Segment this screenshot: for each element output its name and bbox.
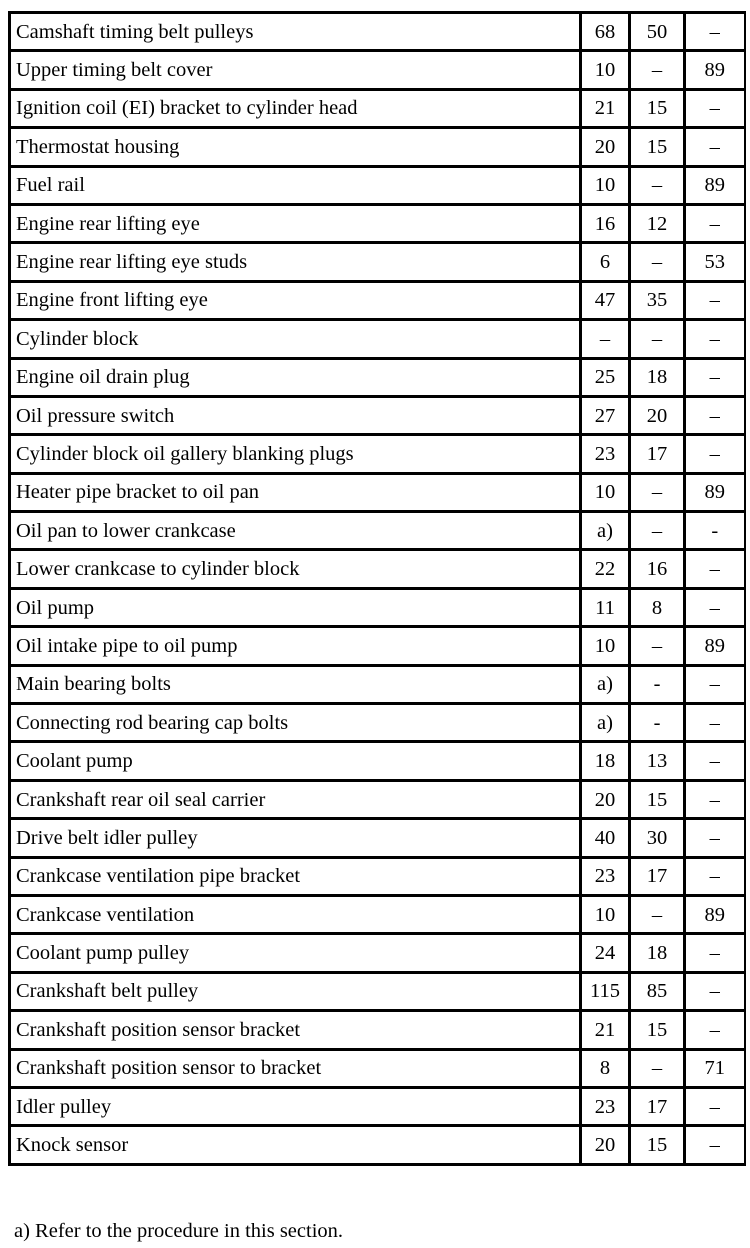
torque-lbin-cell: – bbox=[685, 358, 745, 396]
component-name-cell: Oil pressure switch bbox=[10, 396, 581, 434]
torque-nm-cell: 21 bbox=[581, 89, 630, 127]
torque-lbin-cell: 89 bbox=[685, 51, 745, 89]
table-row bbox=[10, 934, 745, 972]
torque-nm-cell: a) bbox=[581, 665, 630, 703]
torque-nm-cell: – bbox=[581, 320, 630, 358]
table-row bbox=[10, 512, 745, 550]
torque-lbin-cell: – bbox=[685, 857, 745, 895]
torque-lbft-cell: 35 bbox=[630, 281, 685, 319]
table-row bbox=[10, 166, 745, 204]
component-name-cell: Crankshaft position sensor bracket bbox=[10, 1011, 581, 1049]
table-row bbox=[10, 51, 745, 89]
torque-lbin-cell: – bbox=[685, 281, 745, 319]
torque-lbin-cell: – bbox=[685, 320, 745, 358]
component-name-cell: Crankcase ventilation bbox=[10, 895, 581, 933]
torque-lbin-cell: – bbox=[685, 1011, 745, 1049]
torque-lbft-cell: - bbox=[630, 665, 685, 703]
torque-lbin-cell: 89 bbox=[685, 166, 745, 204]
component-name-cell: Cylinder block bbox=[10, 320, 581, 358]
table-body bbox=[10, 13, 745, 1165]
table-row bbox=[10, 281, 745, 319]
torque-lbft-cell: 15 bbox=[630, 1126, 685, 1164]
torque-lbin-cell: – bbox=[685, 588, 745, 626]
table-row bbox=[10, 204, 745, 242]
component-name-cell: Crankcase ventilation pipe bracket bbox=[10, 857, 581, 895]
torque-lbft-cell: 15 bbox=[630, 89, 685, 127]
component-name-cell: Engine rear lifting eye studs bbox=[10, 243, 581, 281]
table-row bbox=[10, 89, 745, 127]
table-row bbox=[10, 1049, 745, 1087]
table-row bbox=[10, 895, 745, 933]
torque-lbin-cell: – bbox=[685, 396, 745, 434]
torque-nm-cell: 10 bbox=[581, 627, 630, 665]
table-row bbox=[10, 972, 745, 1010]
table-row bbox=[10, 396, 745, 434]
torque-lbin-cell: – bbox=[685, 128, 745, 166]
torque-lbft-cell: 18 bbox=[630, 358, 685, 396]
torque-specification-table bbox=[8, 11, 746, 1166]
table-row bbox=[10, 1011, 745, 1049]
component-name-cell: Fuel rail bbox=[10, 166, 581, 204]
torque-lbft-cell: – bbox=[630, 1049, 685, 1087]
torque-nm-cell: 11 bbox=[581, 588, 630, 626]
table-row bbox=[10, 857, 745, 895]
torque-nm-cell: a) bbox=[581, 512, 630, 550]
torque-lbft-cell: 15 bbox=[630, 1011, 685, 1049]
component-name-cell: Crankshaft belt pulley bbox=[10, 972, 581, 1010]
table-row bbox=[10, 742, 745, 780]
torque-lbin-cell: – bbox=[685, 819, 745, 857]
torque-lbin-cell: – bbox=[685, 1126, 745, 1164]
torque-nm-cell: 10 bbox=[581, 166, 630, 204]
torque-nm-cell: 23 bbox=[581, 1087, 630, 1125]
torque-nm-cell: 16 bbox=[581, 204, 630, 242]
component-name-cell: Engine rear lifting eye bbox=[10, 204, 581, 242]
torque-lbin-cell: – bbox=[685, 550, 745, 588]
torque-lbin-cell: – bbox=[685, 934, 745, 972]
component-name-cell: Coolant pump bbox=[10, 742, 581, 780]
torque-nm-cell: 20 bbox=[581, 128, 630, 166]
table-row bbox=[10, 704, 745, 742]
component-name-cell: Coolant pump pulley bbox=[10, 934, 581, 972]
torque-lbin-cell: 71 bbox=[685, 1049, 745, 1087]
table-row bbox=[10, 13, 745, 51]
torque-nm-cell: 25 bbox=[581, 358, 630, 396]
torque-lbft-cell: 17 bbox=[630, 857, 685, 895]
torque-lbin-cell: – bbox=[685, 89, 745, 127]
torque-nm-cell: a) bbox=[581, 704, 630, 742]
table-row bbox=[10, 780, 745, 818]
torque-nm-cell: 68 bbox=[581, 13, 630, 51]
torque-lbft-cell: 15 bbox=[630, 780, 685, 818]
component-name-cell: Heater pipe bracket to oil pan bbox=[10, 473, 581, 511]
component-name-cell: Connecting rod bearing cap bolts bbox=[10, 704, 581, 742]
torque-nm-cell: 23 bbox=[581, 435, 630, 473]
table-row bbox=[10, 1087, 745, 1125]
torque-lbft-cell: 20 bbox=[630, 396, 685, 434]
component-name-cell: Engine oil drain plug bbox=[10, 358, 581, 396]
torque-nm-cell: 10 bbox=[581, 51, 630, 89]
torque-nm-cell: 6 bbox=[581, 243, 630, 281]
torque-lbft-cell: 8 bbox=[630, 588, 685, 626]
component-name-cell: Idler pulley bbox=[10, 1087, 581, 1125]
torque-lbin-cell: – bbox=[685, 704, 745, 742]
torque-nm-cell: 115 bbox=[581, 972, 630, 1010]
table-row bbox=[10, 665, 745, 703]
torque-nm-cell: 20 bbox=[581, 780, 630, 818]
torque-lbft-cell: – bbox=[630, 895, 685, 933]
component-name-cell: Knock sensor bbox=[10, 1126, 581, 1164]
torque-nm-cell: 40 bbox=[581, 819, 630, 857]
torque-lbft-cell: - bbox=[630, 704, 685, 742]
torque-lbft-cell: 85 bbox=[630, 972, 685, 1010]
torque-lbin-cell: – bbox=[685, 1087, 745, 1125]
component-name-cell: Cylinder block oil gallery blanking plugs bbox=[10, 435, 581, 473]
torque-nm-cell: 10 bbox=[581, 895, 630, 933]
torque-lbin-cell: – bbox=[685, 204, 745, 242]
component-name-cell: Oil intake pipe to oil pump bbox=[10, 627, 581, 665]
torque-nm-cell: 23 bbox=[581, 857, 630, 895]
torque-lbin-cell: - bbox=[685, 512, 745, 550]
component-name-cell: Crankshaft rear oil seal carrier bbox=[10, 780, 581, 818]
component-name-cell: Crankshaft position sensor to bracket bbox=[10, 1049, 581, 1087]
torque-lbft-cell: 12 bbox=[630, 204, 685, 242]
torque-lbin-cell: 53 bbox=[685, 243, 745, 281]
component-name-cell: Lower crankcase to cylinder block bbox=[10, 550, 581, 588]
torque-lbft-cell: 17 bbox=[630, 435, 685, 473]
table-row bbox=[10, 588, 745, 626]
torque-lbin-cell: 89 bbox=[685, 895, 745, 933]
table-row bbox=[10, 473, 745, 511]
table-row bbox=[10, 627, 745, 665]
torque-lbft-cell: – bbox=[630, 243, 685, 281]
table-row bbox=[10, 819, 745, 857]
torque-lbin-cell: – bbox=[685, 435, 745, 473]
torque-lbft-cell: 13 bbox=[630, 742, 685, 780]
table-row bbox=[10, 243, 745, 281]
torque-lbin-cell: – bbox=[685, 780, 745, 818]
component-name-cell: Thermostat housing bbox=[10, 128, 581, 166]
torque-lbft-cell: – bbox=[630, 320, 685, 358]
table-row bbox=[10, 435, 745, 473]
torque-lbin-cell: – bbox=[685, 665, 745, 703]
torque-lbft-cell: – bbox=[630, 512, 685, 550]
table-row bbox=[10, 320, 745, 358]
torque-nm-cell: 18 bbox=[581, 742, 630, 780]
table-row bbox=[10, 550, 745, 588]
torque-nm-cell: 8 bbox=[581, 1049, 630, 1087]
component-name-cell: Drive belt idler pulley bbox=[10, 819, 581, 857]
torque-nm-cell: 20 bbox=[581, 1126, 630, 1164]
component-name-cell: Oil pan to lower crankcase bbox=[10, 512, 581, 550]
torque-lbft-cell: 18 bbox=[630, 934, 685, 972]
torque-lbin-cell: 89 bbox=[685, 627, 745, 665]
torque-lbft-cell: – bbox=[630, 166, 685, 204]
component-name-cell: Oil pump bbox=[10, 588, 581, 626]
torque-lbin-cell: – bbox=[685, 742, 745, 780]
torque-lbft-cell: – bbox=[630, 627, 685, 665]
table-row bbox=[10, 358, 745, 396]
torque-lbft-cell: 17 bbox=[630, 1087, 685, 1125]
torque-lbin-cell: – bbox=[685, 972, 745, 1010]
torque-nm-cell: 10 bbox=[581, 473, 630, 511]
torque-nm-cell: 22 bbox=[581, 550, 630, 588]
torque-lbin-cell: – bbox=[685, 13, 745, 51]
torque-lbft-cell: 16 bbox=[630, 550, 685, 588]
torque-nm-cell: 21 bbox=[581, 1011, 630, 1049]
component-name-cell: Engine front lifting eye bbox=[10, 281, 581, 319]
component-name-cell: Camshaft timing belt pulleys bbox=[10, 13, 581, 51]
table-row bbox=[10, 128, 745, 166]
component-name-cell: Main bearing bolts bbox=[10, 665, 581, 703]
torque-lbft-cell: 50 bbox=[630, 13, 685, 51]
torque-lbft-cell: – bbox=[630, 51, 685, 89]
footnote: a) Refer to the procedure in this section. bbox=[14, 1220, 344, 1242]
component-name-cell: Ignition coil (EI) bracket to cylinder head bbox=[10, 89, 581, 127]
torque-nm-cell: 47 bbox=[581, 281, 630, 319]
table-row bbox=[10, 1126, 745, 1164]
torque-nm-cell: 27 bbox=[581, 396, 630, 434]
torque-nm-cell: 24 bbox=[581, 934, 630, 972]
torque-lbft-cell: – bbox=[630, 473, 685, 511]
component-name-cell: Upper timing belt cover bbox=[10, 51, 581, 89]
torque-lbin-cell: 89 bbox=[685, 473, 745, 511]
torque-lbft-cell: 30 bbox=[630, 819, 685, 857]
torque-lbft-cell: 15 bbox=[630, 128, 685, 166]
